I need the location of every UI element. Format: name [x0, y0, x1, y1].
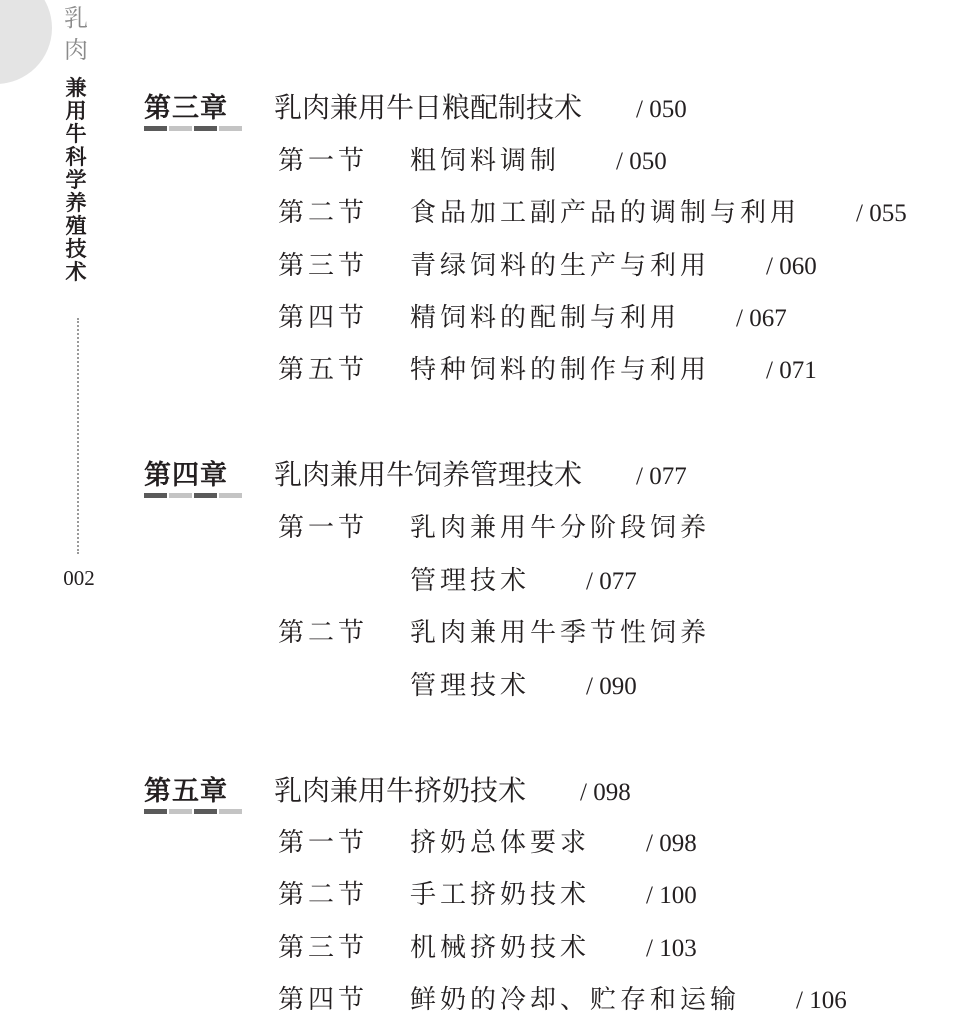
toc-section	[278, 192, 907, 229]
section-title: 乳肉兼用牛分阶段饲养	[410, 513, 711, 543]
section-title: 粗饲料调制	[410, 146, 561, 176]
book-title-char: 学	[65, 168, 87, 192]
page-number: 002	[63, 566, 95, 590]
chapter-title	[274, 86, 687, 126]
section-page: / 071	[766, 357, 817, 384]
chapter-title-text: 乳肉兼用牛饲养管理技术	[274, 458, 583, 491]
corner-decoration	[0, 0, 52, 84]
section-label: 第三节	[278, 933, 369, 963]
book-title-char: 兼	[65, 76, 87, 100]
section-label: 第五节	[278, 355, 369, 385]
section-page: / 100	[646, 882, 697, 909]
section-title: 手工挤奶技术	[410, 880, 591, 910]
section-label: 第一节	[278, 513, 369, 543]
toc-section	[278, 297, 787, 334]
book-title-char: 技	[65, 237, 87, 261]
section-label: 第二节	[278, 618, 369, 648]
toc-section	[278, 612, 710, 649]
book-title-char: 科	[65, 145, 87, 169]
section-label: 第一节	[278, 828, 369, 858]
book-title-char: 用	[65, 99, 87, 123]
toc-section	[278, 822, 697, 859]
toc-section	[278, 140, 667, 177]
toc-section	[278, 927, 697, 964]
dotted-divider	[77, 318, 79, 554]
section-label: 第一节	[278, 146, 369, 176]
book-title-char: 养	[65, 191, 87, 215]
book-title-char: 术	[65, 260, 87, 284]
toc-section	[278, 979, 847, 1016]
chapter-title-text: 乳肉兼用牛日粮配制技术	[274, 91, 583, 124]
section-label: 第三节	[278, 251, 369, 281]
section-page: / 050	[616, 148, 667, 175]
section-title-cont: 管理技术	[410, 671, 531, 701]
section-page: / 067	[736, 305, 787, 332]
chapter-page: / 077	[636, 463, 687, 490]
section-title: 青绿饲料的生产与利用	[410, 251, 711, 281]
toc-section-continuation	[410, 665, 637, 702]
book-title-char: 乳	[64, 4, 88, 32]
chapter-title	[274, 769, 631, 809]
chapter-page: / 050	[636, 96, 687, 123]
toc-section	[278, 507, 710, 544]
section-label: 第二节	[278, 198, 369, 228]
section-title: 机械挤奶技术	[410, 933, 591, 963]
toc-section-continuation	[410, 560, 637, 597]
section-title: 精饲料的配制与利用	[410, 303, 681, 333]
chapter-underline	[144, 809, 242, 814]
chapter-label: 第三章	[144, 93, 228, 124]
book-title-vertical	[62, 6, 90, 285]
section-page: / 077	[586, 568, 637, 595]
section-label: 第四节	[278, 303, 369, 333]
chapter-label: 第四章	[144, 460, 228, 491]
section-title: 食品加工副产品的调制与利用	[410, 198, 801, 228]
section-title: 特种饲料的制作与利用	[410, 355, 711, 385]
book-title-char: 殖	[65, 214, 87, 238]
book-title-char: 牛	[65, 122, 87, 146]
chapter-label: 第五章	[144, 776, 228, 807]
section-label: 第二节	[278, 880, 369, 910]
chapter-underline	[144, 493, 242, 498]
section-page: / 055	[856, 200, 907, 227]
section-page: / 098	[646, 830, 697, 857]
section-title: 乳肉兼用牛季节性饲养	[410, 618, 711, 648]
section-page: / 103	[646, 935, 697, 962]
section-title-cont: 管理技术	[410, 566, 531, 596]
section-title: 鲜奶的冷却、贮存和运输	[410, 985, 741, 1015]
chapter-title	[274, 453, 687, 493]
chapter-page: / 098	[580, 779, 631, 806]
toc-section	[278, 245, 817, 282]
section-page: / 090	[586, 673, 637, 700]
toc-section	[278, 349, 817, 386]
book-title-char: 肉	[64, 36, 88, 64]
chapter-underline	[144, 126, 242, 131]
toc-section	[278, 874, 697, 911]
section-page: / 106	[796, 987, 847, 1014]
section-label: 第四节	[278, 985, 369, 1015]
chapter-title-text: 乳肉兼用牛挤奶技术	[274, 774, 527, 807]
section-page: / 060	[766, 253, 817, 280]
section-title: 挤奶总体要求	[410, 828, 591, 858]
